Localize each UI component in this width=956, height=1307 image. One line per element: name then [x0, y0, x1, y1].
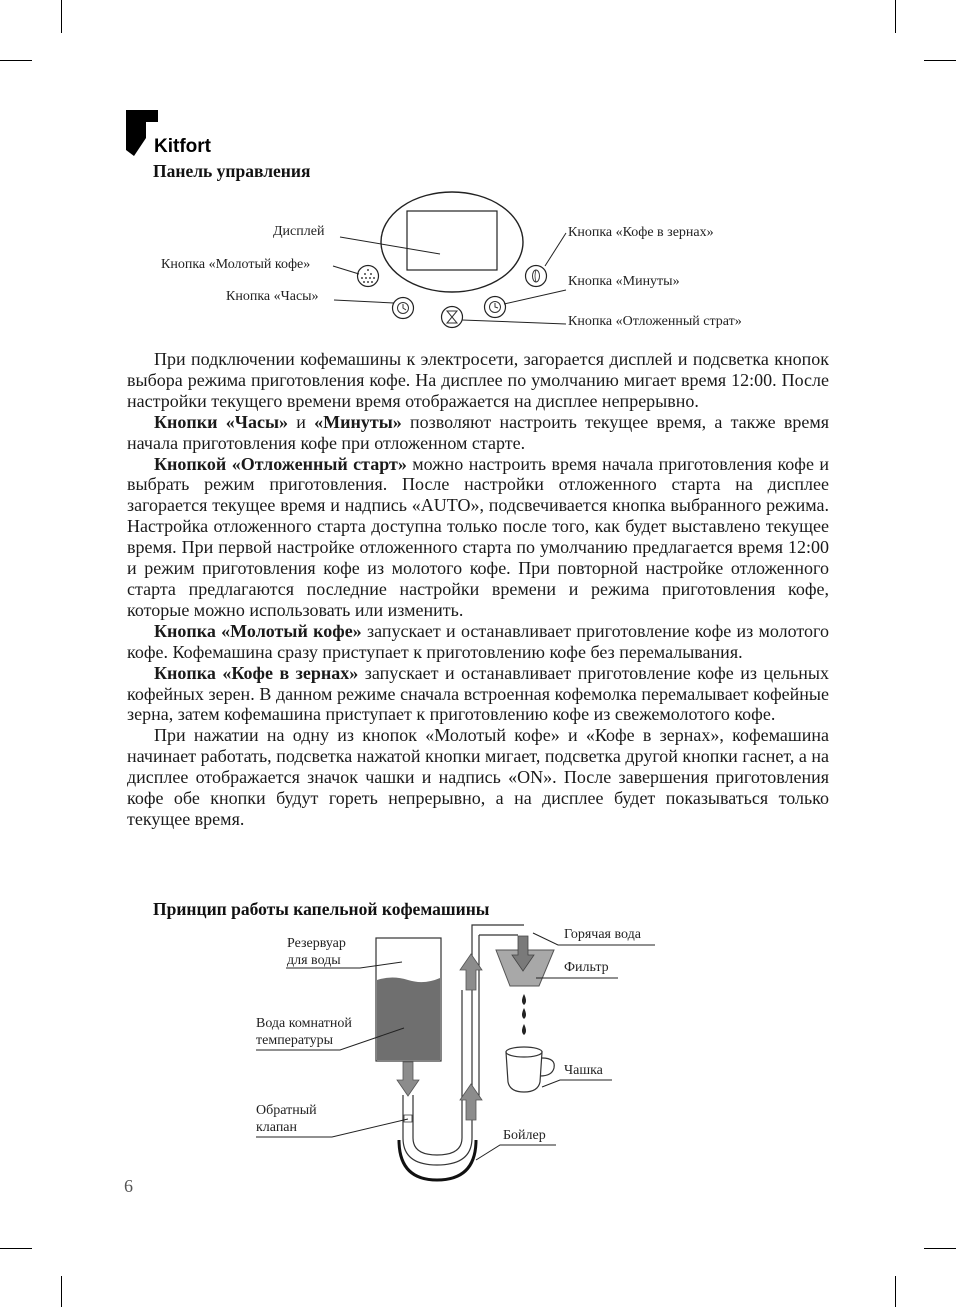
- label-line: Обратный: [256, 1103, 317, 1118]
- label-ground-coffee: Кнопка «Молотый кофе»: [161, 257, 311, 272]
- label-coffee-beans: Кнопка «Кофе в зернах»: [568, 225, 714, 240]
- page-number: 6: [124, 1176, 133, 1196]
- label-check-valve: [256, 1102, 317, 1136]
- label-cup: Чашка: [564, 1063, 603, 1078]
- paragraph-text: можно настроить время начала приготовления кофе и выбрать режим приготовления. После настройки отложенного старта на дисплее загорается текущее время и надпись «AUTO», подсвечивается кнопка выбранного режима. Настройка отложенного старта доступна только после того, как будет выставлено текущее время. При первой настройке отложенного старта по умолчанию предлагается время 12:00 и режим приготовления кофе из молотого кофе. При повторной настройке отложенного старта предлагаются последние настройки времени и режима приготовления кофе, которые можно использовать или изменить.: [127, 453, 829, 620]
- paragraph-text: При подключении кофемашины к электросети, загорается дисплей и подсветка кнопок выбора режима приготовления кофе. На дисплее по умолчанию мигает время 12:00. После настройки текущего времени время отображается на дисплее непрерывно.: [127, 349, 829, 411]
- principle-heading: Принцип работы капельной кофемашины: [153, 899, 490, 919]
- bold-term: «Минуты»: [314, 411, 402, 432]
- paragraph-text: запускает и останавливает приготовление кофе из цельных кофейных зерен. В данном режиме сначала встроенная кофемолка перемалывает кофейные зерна, затем кофемашина приступает к приготовлению кофе из свежемолотого кофе.: [127, 662, 829, 725]
- paragraph-text: запускает и останавливает приготовление кофе из молотого кофе. Кофемашина сразу приступает к приготовлению кофе без перемалывания.: [127, 620, 829, 662]
- label-filter: Фильтр: [564, 960, 609, 975]
- label-line: температуры: [256, 1033, 334, 1048]
- paragraph-text: и: [288, 411, 315, 432]
- label-hot-water: Горячая вода: [564, 927, 641, 942]
- label-reservoir: [287, 935, 346, 969]
- label-line: Вода комнатной: [256, 1016, 352, 1031]
- paragraph-text: При нажатии на одну из кнопок «Молотый кофе» и «Кофе в зернах», кофемашина начинает работать, подсветка нажатой кнопки мигает, подсветка другой кнопки гаснет, а на дисплее отображается значок чашки и надпись «ON». После завершения приготовления кофе обе кнопки будут гореть непрерывно, а на дисплее будет показываться только текущее время.: [127, 725, 829, 829]
- bold-term: Кнопка «Кофе в зернах»: [154, 662, 359, 683]
- panel-heading: Панель управления: [153, 161, 311, 181]
- check-valve: [404, 1115, 412, 1122]
- room-temp-water: [377, 978, 440, 1061]
- label-line: Резервуар: [287, 936, 346, 951]
- label-display: Дисплей: [273, 224, 325, 239]
- down-arrow-icon: [397, 1062, 419, 1096]
- bold-term: Кнопкой «Отложенный старт»: [154, 453, 407, 474]
- label-line: для воды: [287, 953, 341, 968]
- label-clock: Кнопка «Часы»: [226, 289, 319, 304]
- coffee-drops: [522, 994, 526, 1035]
- label-boiler: Бойлер: [503, 1128, 546, 1143]
- paragraph-text: позволяют настроить текущее время, а также время начала приготовления кофе при отложенном старте.: [127, 411, 829, 453]
- boiler: [399, 1140, 476, 1180]
- bold-term: Кнопки «Часы»: [154, 411, 289, 432]
- bold-term: Кнопка «Молотый кофе»: [154, 620, 362, 641]
- label-room-water: [256, 1015, 352, 1049]
- label-line: клапан: [256, 1120, 298, 1135]
- label-delay-start: Кнопка «Отложенный страт»: [568, 314, 742, 329]
- brand-name: Kitfort: [154, 136, 211, 157]
- label-minutes: Кнопка «Минуты»: [568, 274, 680, 289]
